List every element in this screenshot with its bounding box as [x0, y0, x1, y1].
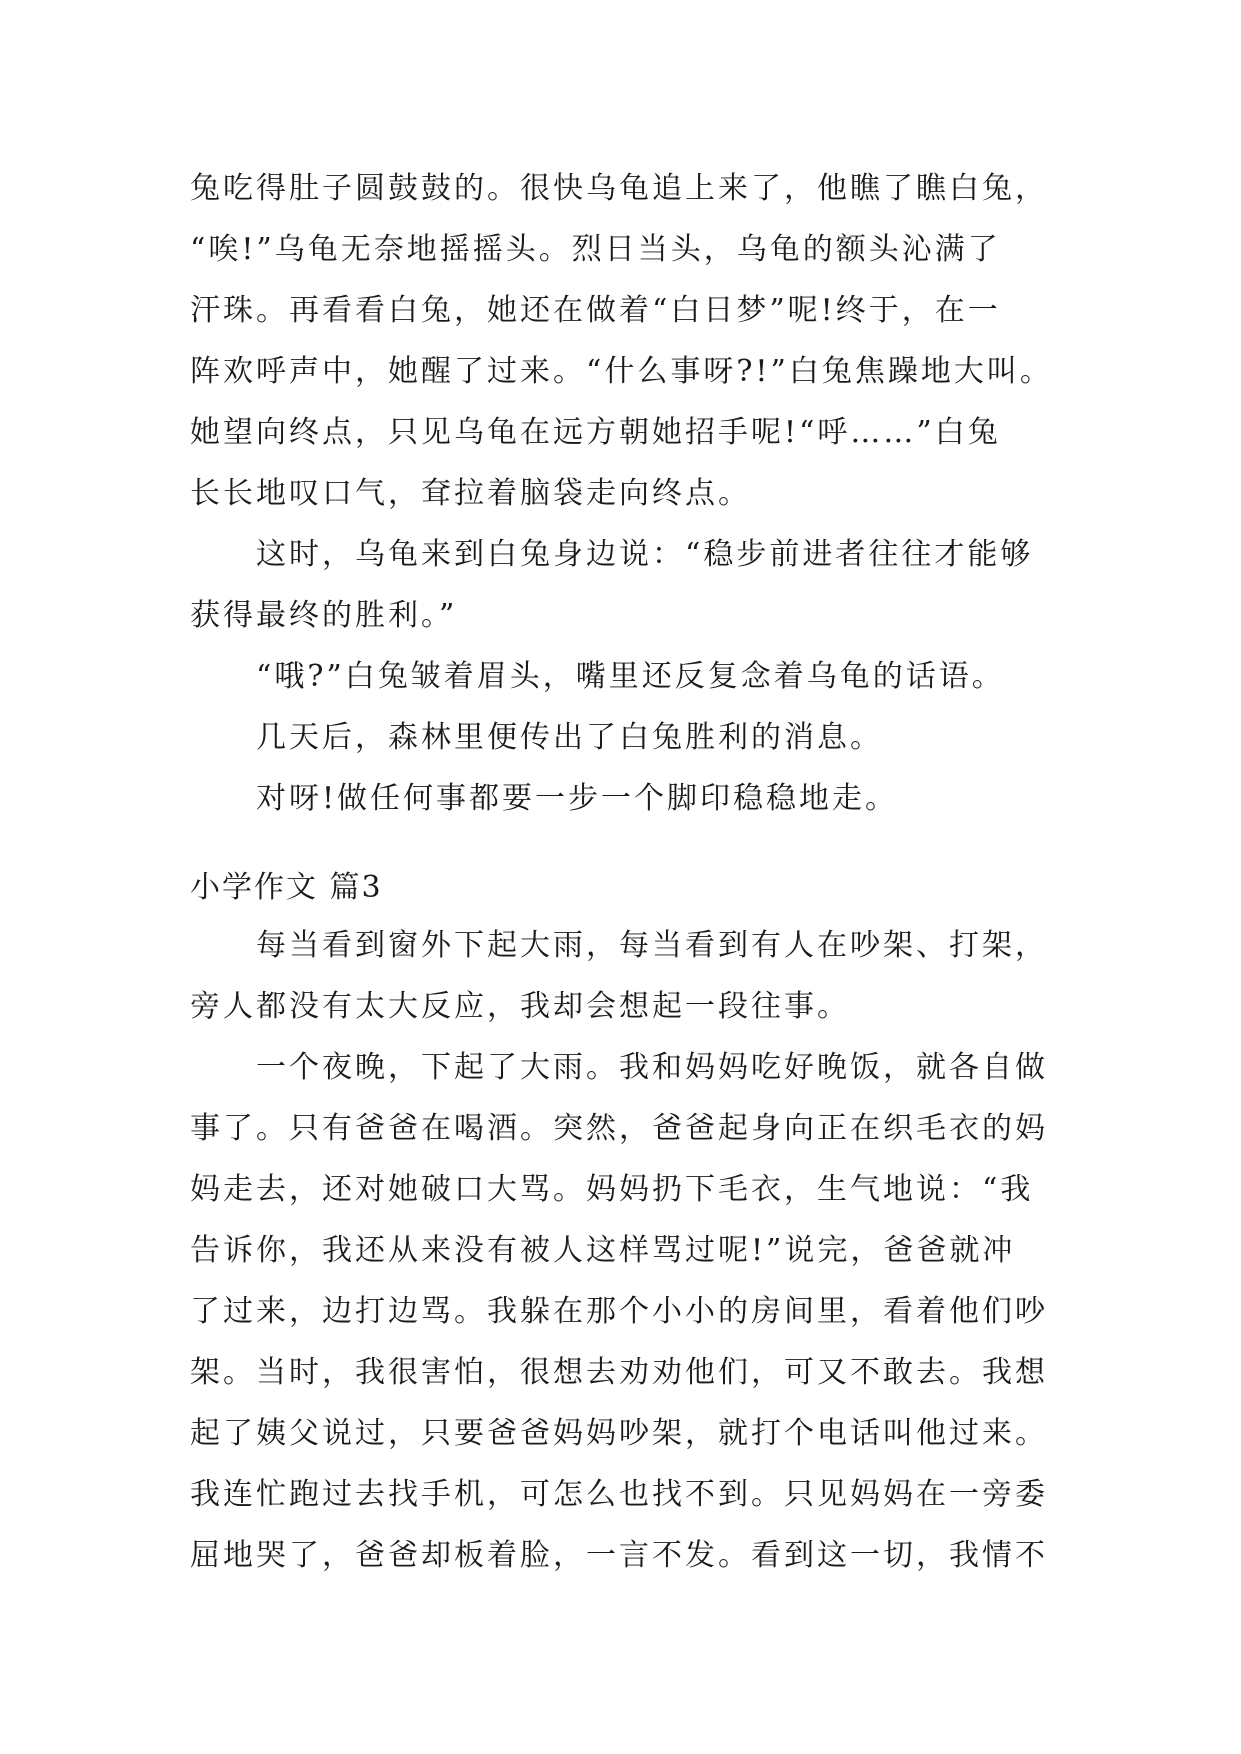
paragraph-line: 对呀!做任何事都要一步一个脚印稳稳地走。 [256, 781, 899, 816]
paragraph-line: 她望向终点，只见乌龟在远方朝她招手呢!“呼……”白兔 [190, 415, 1001, 450]
paragraph-line: 妈走去，还对她破口大骂。妈妈扔下毛衣，生气地说：“我 [190, 1172, 1034, 1207]
paragraph-line: 起了姨父说过，只要爸爸妈妈吵架，就打个电话叫他过来。 [190, 1416, 1048, 1451]
paragraph-line: 每当看到窗外下起大雨，每当看到有人在吵架、打架， [256, 928, 1048, 963]
story-continuation [190, 158, 1070, 829]
paragraph-line: 长长地叹口气，耷拉着脑袋走向终点。 [190, 476, 751, 511]
paragraph-line: “唉!”乌龟无奈地摇摇头。烈日当头，乌龟的额头沁满了 [190, 232, 1001, 267]
paragraph-line: 兔吃得肚子圆鼓鼓的。很快乌龟追上来了，他瞧了瞧白兔， [190, 171, 1048, 206]
paragraph-line: 获得最终的胜利。” [190, 598, 458, 633]
paragraph-line: 一个夜晚，下起了大雨。我和妈妈吃好晚饭，就各自做 [256, 1050, 1048, 1085]
essay-body [190, 915, 1070, 1586]
paragraph-line: 屈地哭了，爸爸却板着脸，一言不发。看到这一切，我情不 [190, 1538, 1048, 1573]
paragraph-line: “哦?”白兔皱着眉头，嘴里还反复念着乌龟的话语。 [256, 659, 1005, 694]
paragraph-line: 架。当时，我很害怕，很想去劝劝他们，可又不敢去。我想 [190, 1355, 1048, 1390]
paragraph-line: 几天后，森林里便传出了白兔胜利的消息。 [256, 720, 883, 755]
paragraph-line: 旁人都没有太大反应，我却会想起一段往事。 [190, 989, 850, 1024]
paragraph-line: 事了。只有爸爸在喝酒。突然，爸爸起身向正在织毛衣的妈 [190, 1111, 1048, 1146]
paragraph-line: 了过来，边打边骂。我躲在那个小小的房间里，看着他们吵 [190, 1294, 1048, 1329]
paragraph-line: 阵欢呼声中，她醒了过来。“什么事呀?!”白兔焦躁地大叫。 [190, 354, 1053, 389]
paragraph-line: 告诉你，我还从来没有被人这样骂过呢!”说完，爸爸就冲 [190, 1233, 1016, 1268]
paragraph-line: 汗珠。再看看白兔，她还在做着“白日梦”呢!终于，在一 [190, 293, 1001, 328]
essay-heading: 小学作文 篇3 [190, 870, 383, 905]
paragraph-line: 我连忙跑过去找手机，可怎么也找不到。只见妈妈在一旁委 [190, 1477, 1048, 1512]
paragraph-line: 这时，乌龟来到白兔身边说：“稳步前进者往往才能够 [256, 537, 1034, 572]
